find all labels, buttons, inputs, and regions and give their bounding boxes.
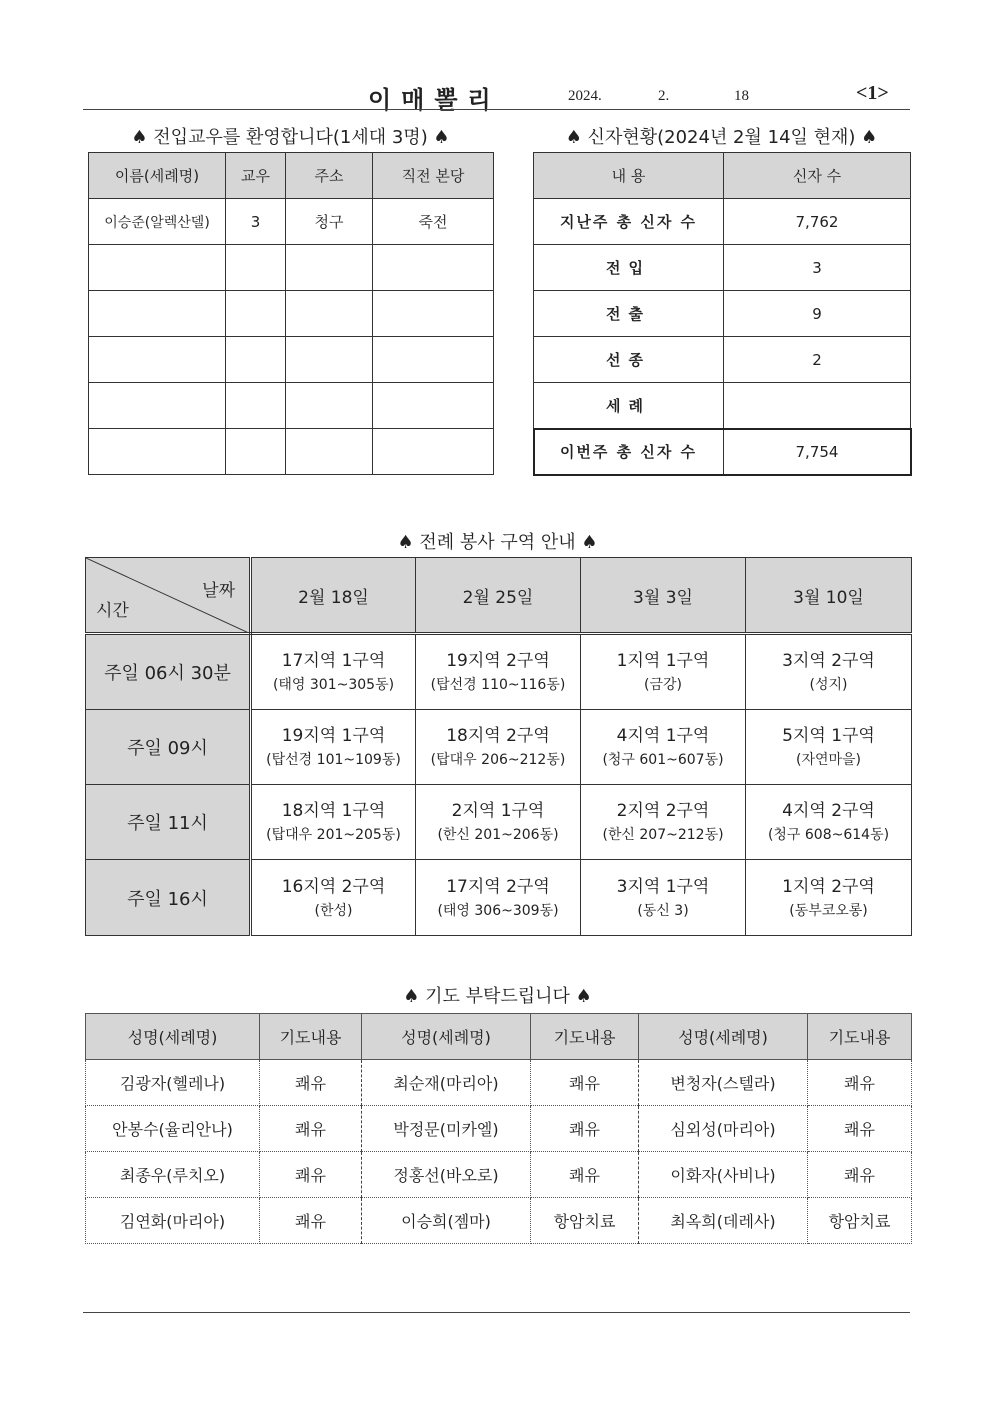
table-row <box>89 429 494 475</box>
cell <box>226 245 286 291</box>
zone-label: 19지역 1구역 <box>281 726 386 746</box>
cell: 청구 <box>286 199 373 245</box>
zone-cell <box>251 634 416 710</box>
prayer-title: ♠ 기도 부탁드립니다 ♠ <box>403 986 592 1007</box>
zone-label: 19지역 2구역 <box>446 651 550 671</box>
zone-cell <box>251 710 416 785</box>
table-row <box>89 383 494 429</box>
zone-cell <box>251 860 416 936</box>
zone-label: 2지역 1구역 <box>451 801 545 821</box>
zone-label: 18지역 1구역 <box>281 801 386 821</box>
zone-detail: (한신 207~212동) <box>602 827 724 843</box>
zone-cell <box>251 785 416 860</box>
header-year: 2024. <box>568 88 602 104</box>
corner-time-label: 시간 <box>96 601 129 621</box>
cell <box>286 383 373 429</box>
row-label: 이번주 총 신자 수 <box>534 429 724 475</box>
row-label: 지난주 총 신자 수 <box>534 199 724 245</box>
zone-cell <box>416 634 581 710</box>
cell: 쾌유 <box>808 1152 912 1198</box>
col-family: 교우 <box>226 153 286 199</box>
zone-cell <box>581 860 746 936</box>
cell <box>373 337 494 383</box>
zone-cell <box>581 634 746 710</box>
cell <box>226 429 286 475</box>
zone-cell <box>746 634 912 710</box>
cell: 이화자(사비나) <box>639 1152 808 1198</box>
cell <box>286 245 373 291</box>
row-value: 3 <box>724 245 911 291</box>
col-request: 기도내용 <box>531 1014 639 1060</box>
zone-detail: (태영 301~305동) <box>272 677 395 693</box>
row-label: 전출 <box>534 291 724 337</box>
table-row <box>86 1060 912 1106</box>
cell <box>89 291 226 337</box>
believers-header-row <box>534 153 911 199</box>
cell: 쾌유 <box>260 1060 362 1106</box>
service-row <box>86 860 912 936</box>
table-row <box>86 1198 912 1244</box>
table-row <box>534 245 911 291</box>
row-value: 9 <box>724 291 911 337</box>
zone-label: 1지역 1구역 <box>616 651 710 671</box>
table-row <box>534 199 911 245</box>
cell: 이승준(알렉산델) <box>89 199 226 245</box>
welcome-title: ♠ 전입교우를 환영합니다(1세대 3명) ♠ <box>131 127 450 148</box>
service-row <box>86 634 912 710</box>
zone-label: 16지역 2구역 <box>281 876 386 897</box>
zone-cell <box>416 710 581 785</box>
prayer-table <box>85 1013 912 1244</box>
table-row <box>534 337 911 383</box>
cell: 심외성(마리아) <box>639 1106 808 1152</box>
cell <box>89 429 226 475</box>
service-row <box>86 785 912 860</box>
zone-label: 2지역 2구역 <box>616 801 710 821</box>
time-cell: 주일 16시 <box>86 860 251 936</box>
cell: 김연화(마리아) <box>86 1198 260 1244</box>
table-row <box>86 1152 912 1198</box>
row-value: 2 <box>724 337 911 383</box>
cell: 안봉수(율리안나) <box>86 1106 260 1152</box>
zone-cell <box>746 860 912 936</box>
cell: 박정문(미카엘) <box>362 1106 531 1152</box>
header-divider <box>83 109 910 110</box>
table-row <box>534 291 911 337</box>
cell <box>373 245 494 291</box>
time-cell: 주일 06시 30분 <box>86 634 251 710</box>
zone-detail: (탑선경 110~116동) <box>430 677 566 693</box>
cell: 쾌유 <box>531 1060 639 1106</box>
footer-divider <box>83 1312 910 1313</box>
row-label: 세례 <box>534 383 724 429</box>
col-name: 성명(세례명) <box>362 1014 531 1060</box>
zone-label: 1지역 2구역 <box>782 876 875 897</box>
zone-cell <box>746 710 912 785</box>
date-header: 2월 25일 <box>416 558 581 634</box>
zone-cell <box>416 785 581 860</box>
welcome-table <box>88 152 494 475</box>
header-day: 18 <box>734 88 749 104</box>
page-number: <1> <box>856 82 889 104</box>
col-name: 성명(세례명) <box>86 1014 260 1060</box>
col-count: 신자 수 <box>724 153 911 199</box>
cell: 최종우(루치오) <box>86 1152 260 1198</box>
table-row <box>89 245 494 291</box>
cell <box>89 383 226 429</box>
welcome-header-row <box>89 153 494 199</box>
col-content: 내 용 <box>534 153 724 199</box>
zone-detail: (자연마을) <box>795 752 862 768</box>
date-header: 2월 18일 <box>251 558 416 634</box>
zone-cell <box>581 710 746 785</box>
zone-label: 4지역 2구역 <box>782 801 875 821</box>
time-cell: 주일 09시 <box>86 710 251 785</box>
zone-label: 3지역 2구역 <box>782 651 875 671</box>
service-table <box>85 557 912 936</box>
row-value <box>724 383 911 429</box>
cell: 죽전 <box>373 199 494 245</box>
cell <box>226 383 286 429</box>
col-name: 성명(세례명) <box>639 1014 808 1060</box>
cell: 쾌유 <box>808 1060 912 1106</box>
zone-label: 4지역 1구역 <box>616 726 710 746</box>
zone-detail: (탑대우 206~212동) <box>430 752 566 768</box>
zone-label: 3지역 1구역 <box>616 876 710 897</box>
cell <box>373 291 494 337</box>
cell <box>286 429 373 475</box>
cell: 3 <box>226 199 286 245</box>
time-cell: 주일 11시 <box>86 785 251 860</box>
zone-detail: (한성) <box>314 902 353 919</box>
service-header-row <box>86 558 912 634</box>
row-value: 7,762 <box>724 199 911 245</box>
zone-detail: (청구 601~607동) <box>602 752 724 768</box>
table-row <box>89 291 494 337</box>
zone-detail: (태영 306~309동) <box>437 902 559 919</box>
row-label: 선종 <box>534 337 724 383</box>
cell: 쾌유 <box>260 1152 362 1198</box>
corner-cell <box>86 558 251 634</box>
col-request: 기도내용 <box>808 1014 912 1060</box>
page-title: 이매뽈리 <box>368 85 501 114</box>
cell <box>373 429 494 475</box>
cell: 항암치료 <box>531 1198 639 1244</box>
col-address: 주소 <box>286 153 373 199</box>
cell: 변청자(스텔라) <box>639 1060 808 1106</box>
table-row <box>89 199 494 245</box>
col-request: 기도내용 <box>260 1014 362 1060</box>
cell: 이승희(젬마) <box>362 1198 531 1244</box>
believers-table <box>533 152 911 475</box>
cell <box>89 337 226 383</box>
zone-cell <box>581 785 746 860</box>
believers-title: ♠ 신자현황(2024년 2월 14일 현재) ♠ <box>565 127 878 148</box>
cell <box>286 291 373 337</box>
cell: 최옥희(데레사) <box>639 1198 808 1244</box>
zone-label: 5지역 1구역 <box>782 726 875 746</box>
cell: 쾌유 <box>260 1198 362 1244</box>
zone-cell <box>746 785 912 860</box>
cell <box>89 245 226 291</box>
cell: 쾌유 <box>260 1106 362 1152</box>
zone-detail: (청구 608~614동) <box>767 827 890 843</box>
cell: 쾌유 <box>531 1152 639 1198</box>
cell <box>226 291 286 337</box>
zone-label: 18지역 2구역 <box>446 726 550 746</box>
service-row <box>86 710 912 785</box>
zone-detail: (성지) <box>809 677 848 693</box>
cell: 정홍선(바오로) <box>362 1152 531 1198</box>
cell <box>226 337 286 383</box>
zone-detail: (금강) <box>644 677 682 693</box>
cell: 쾌유 <box>531 1106 639 1152</box>
cell <box>373 383 494 429</box>
cell <box>286 337 373 383</box>
zone-detail: (탑대우 201~205동) <box>266 827 401 843</box>
header-month: 2. <box>658 88 670 104</box>
corner-date-label: 날짜 <box>202 581 235 601</box>
prayer-header-row <box>86 1014 912 1060</box>
col-previous-parish: 직전 본당 <box>373 153 494 199</box>
cell: 최순재(마리아) <box>362 1060 531 1106</box>
table-row <box>86 1106 912 1152</box>
cell: 쾌유 <box>808 1106 912 1152</box>
service-title: ♠ 전례 봉사 구역 안내 ♠ <box>397 532 598 553</box>
zone-detail: (한신 201~206동) <box>437 827 559 843</box>
zone-label: 17지역 2구역 <box>446 876 550 897</box>
zone-detail: (동부코오롱) <box>789 902 868 919</box>
date-header: 3월 3일 <box>581 558 746 634</box>
col-name: 이름(세례명) <box>89 153 226 199</box>
date-header: 3월 10일 <box>746 558 912 634</box>
table-row <box>534 383 911 429</box>
cell: 김광자(헬레나) <box>86 1060 260 1106</box>
zone-detail: (동신 3) <box>637 902 689 919</box>
zone-detail: (탑선경 101~109동) <box>266 752 401 768</box>
table-row <box>89 337 494 383</box>
zone-label: 17지역 1구역 <box>281 651 386 671</box>
row-label: 전입 <box>534 245 724 291</box>
row-value: 7,754 <box>724 429 911 475</box>
zone-cell <box>416 860 581 936</box>
cell: 항암치료 <box>808 1198 912 1244</box>
table-row-total <box>534 429 911 475</box>
